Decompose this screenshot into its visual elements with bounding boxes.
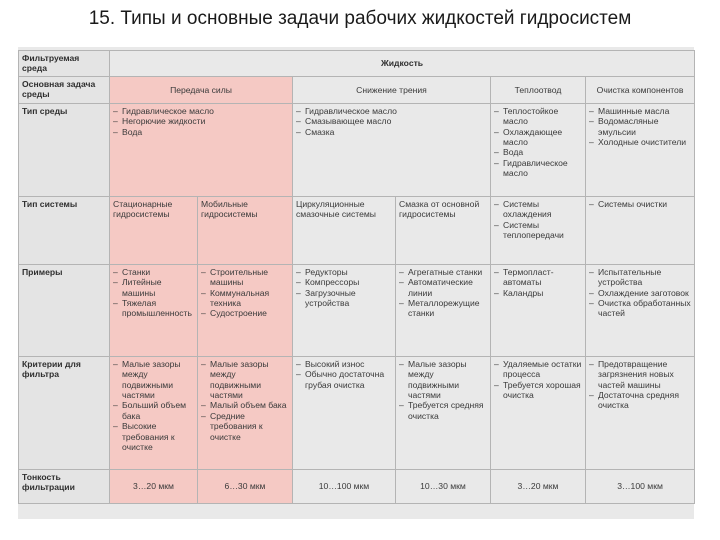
list-item: – Тяжелая промышленность — [113, 298, 194, 319]
list-item: – Вода — [113, 127, 289, 137]
list-item: – Компрессоры — [296, 277, 392, 287]
examples-circulating — [293, 264, 396, 356]
row-system-type — [19, 196, 695, 264]
system-circulating: Циркуляционные смазочные системы — [293, 196, 396, 264]
list-item: – Редукторы — [296, 267, 392, 277]
list-item: – Металлорежущие станки — [399, 298, 487, 319]
row-label-criteria: Критерии для фильтра — [19, 356, 110, 469]
task-friction: Снижение трения — [293, 76, 491, 103]
list-item: – Гидравлическое масло — [113, 106, 289, 116]
list-item: – Предотвращение загрязнения новых частей машины — [589, 359, 691, 390]
criteria-heat — [491, 356, 586, 469]
list-item: – Каландры — [494, 288, 582, 298]
list-item: – Очистка обработанных частей — [589, 298, 691, 319]
criteria-lubrication — [396, 356, 491, 469]
list-item: – Вода — [494, 147, 582, 157]
list-item: – Гидравлическое масло — [494, 158, 582, 179]
list-item: – Малые зазоры между подвижными частями — [399, 359, 487, 401]
examples-heat — [491, 264, 586, 356]
list-item: – Судостроение — [201, 308, 289, 318]
criteria-clean — [586, 356, 695, 469]
fluid-header: Жидкость — [110, 51, 695, 77]
list-item: – Системы теплопередачи — [494, 220, 582, 241]
system-stationary: Стационарные гидросистемы — [110, 196, 198, 264]
list-item: – Водомасляные эмульсии — [589, 116, 691, 137]
list-item: – Системы охлаждения — [494, 199, 582, 220]
system-lubrication: Смазка от основной гидросистемы — [396, 196, 491, 264]
row-label-fineness: Тонкость фильтрации — [19, 469, 110, 503]
list-item: – Высокие требования к очистке — [113, 421, 194, 452]
fineness-clean: 3…100 мкм — [586, 469, 695, 503]
list-item: – Негорючие жидкости — [113, 116, 289, 126]
list-item: – Гидравлическое масло — [296, 106, 487, 116]
list-item: – Высокий износ — [296, 359, 392, 369]
criteria-circulating — [293, 356, 396, 469]
list-item: – Малые зазоры между подвижными частями — [201, 359, 289, 401]
row-examples — [19, 264, 695, 356]
list-item: – Достаточна средняя очистка — [589, 390, 691, 411]
row-fineness — [19, 469, 695, 503]
list-item: – Смазка — [296, 127, 487, 137]
env-friction — [293, 103, 491, 196]
list-item: – Средние требования к очистке — [201, 411, 289, 442]
list-item: – Теплостойкое масло — [494, 106, 582, 127]
list-item: – Удаляемые остатки процесса — [494, 359, 582, 380]
list-item: – Обычно достаточна грубая очистка — [296, 369, 392, 390]
env-power — [110, 103, 293, 196]
task-power: Передача силы — [110, 76, 293, 103]
examples-mobile — [198, 264, 293, 356]
fineness-mobile: 6…30 мкм — [198, 469, 293, 503]
list-item: – Литейные машины — [113, 277, 194, 298]
row-label-task: Основная задача среды — [19, 76, 110, 103]
row-label-env-type: Тип среды — [19, 103, 110, 196]
task-heat: Теплоотвод — [491, 76, 586, 103]
list-item: – Коммунальная техника — [201, 288, 289, 309]
row-env-type — [19, 103, 695, 196]
examples-clean — [586, 264, 695, 356]
list-item: – Требуется средняя очистка — [399, 400, 487, 421]
list-item: – Станки — [113, 267, 194, 277]
list-item: – Термопласт-автоматы — [494, 267, 582, 288]
list-item: – Больший объем бака — [113, 400, 194, 421]
list-item: – Требуется хорошая очистка — [494, 380, 582, 401]
list-item: – Агрегатные станки — [399, 267, 487, 277]
env-heat — [491, 103, 586, 196]
criteria-stationary — [110, 356, 198, 469]
fineness-stationary: 3…20 мкм — [110, 469, 198, 503]
list-item: – Малые зазоры между подвижными частями — [113, 359, 194, 401]
system-heat — [491, 196, 586, 264]
system-mobile: Мобильные гидросистемы — [198, 196, 293, 264]
row-label-examples: Примеры — [19, 264, 110, 356]
list-item: – Строительные машины — [201, 267, 289, 288]
fineness-lubrication: 10…30 мкм — [396, 469, 491, 503]
list-item: – Холодные очистители — [589, 137, 691, 147]
examples-lubrication — [396, 264, 491, 356]
list-item: – Загрузочные устройства — [296, 288, 392, 309]
row-criteria — [19, 356, 695, 469]
list-item: – Автоматические линии — [399, 277, 487, 298]
row-label-sys-type: Тип системы — [19, 196, 110, 264]
list-item: – Испытательные устройства — [589, 267, 691, 288]
list-item: – Смазывающее масло — [296, 116, 487, 126]
list-item: – Системы очистки — [589, 199, 691, 209]
fluid-types-table — [18, 50, 695, 504]
criteria-mobile — [198, 356, 293, 469]
list-item: – Малый объем бака — [201, 400, 289, 410]
row-task — [19, 76, 695, 103]
env-clean — [586, 103, 695, 196]
examples-stationary — [110, 264, 198, 356]
slide-title: 15. Типы и основные задачи рабочих жидкостей гидросистем — [88, 8, 632, 29]
row-medium — [19, 51, 695, 77]
list-item: – Машинные масла — [589, 106, 691, 116]
list-item: – Охлаждающее масло — [494, 127, 582, 148]
fineness-heat: 3…20 мкм — [491, 469, 586, 503]
fineness-circulating: 10…100 мкм — [293, 469, 396, 503]
system-clean — [586, 196, 695, 264]
list-item: – Охлаждение заготовок — [589, 288, 691, 298]
row-label-medium: Фильтруемая среда — [19, 51, 110, 77]
task-clean: Очистка компонентов — [586, 76, 695, 103]
